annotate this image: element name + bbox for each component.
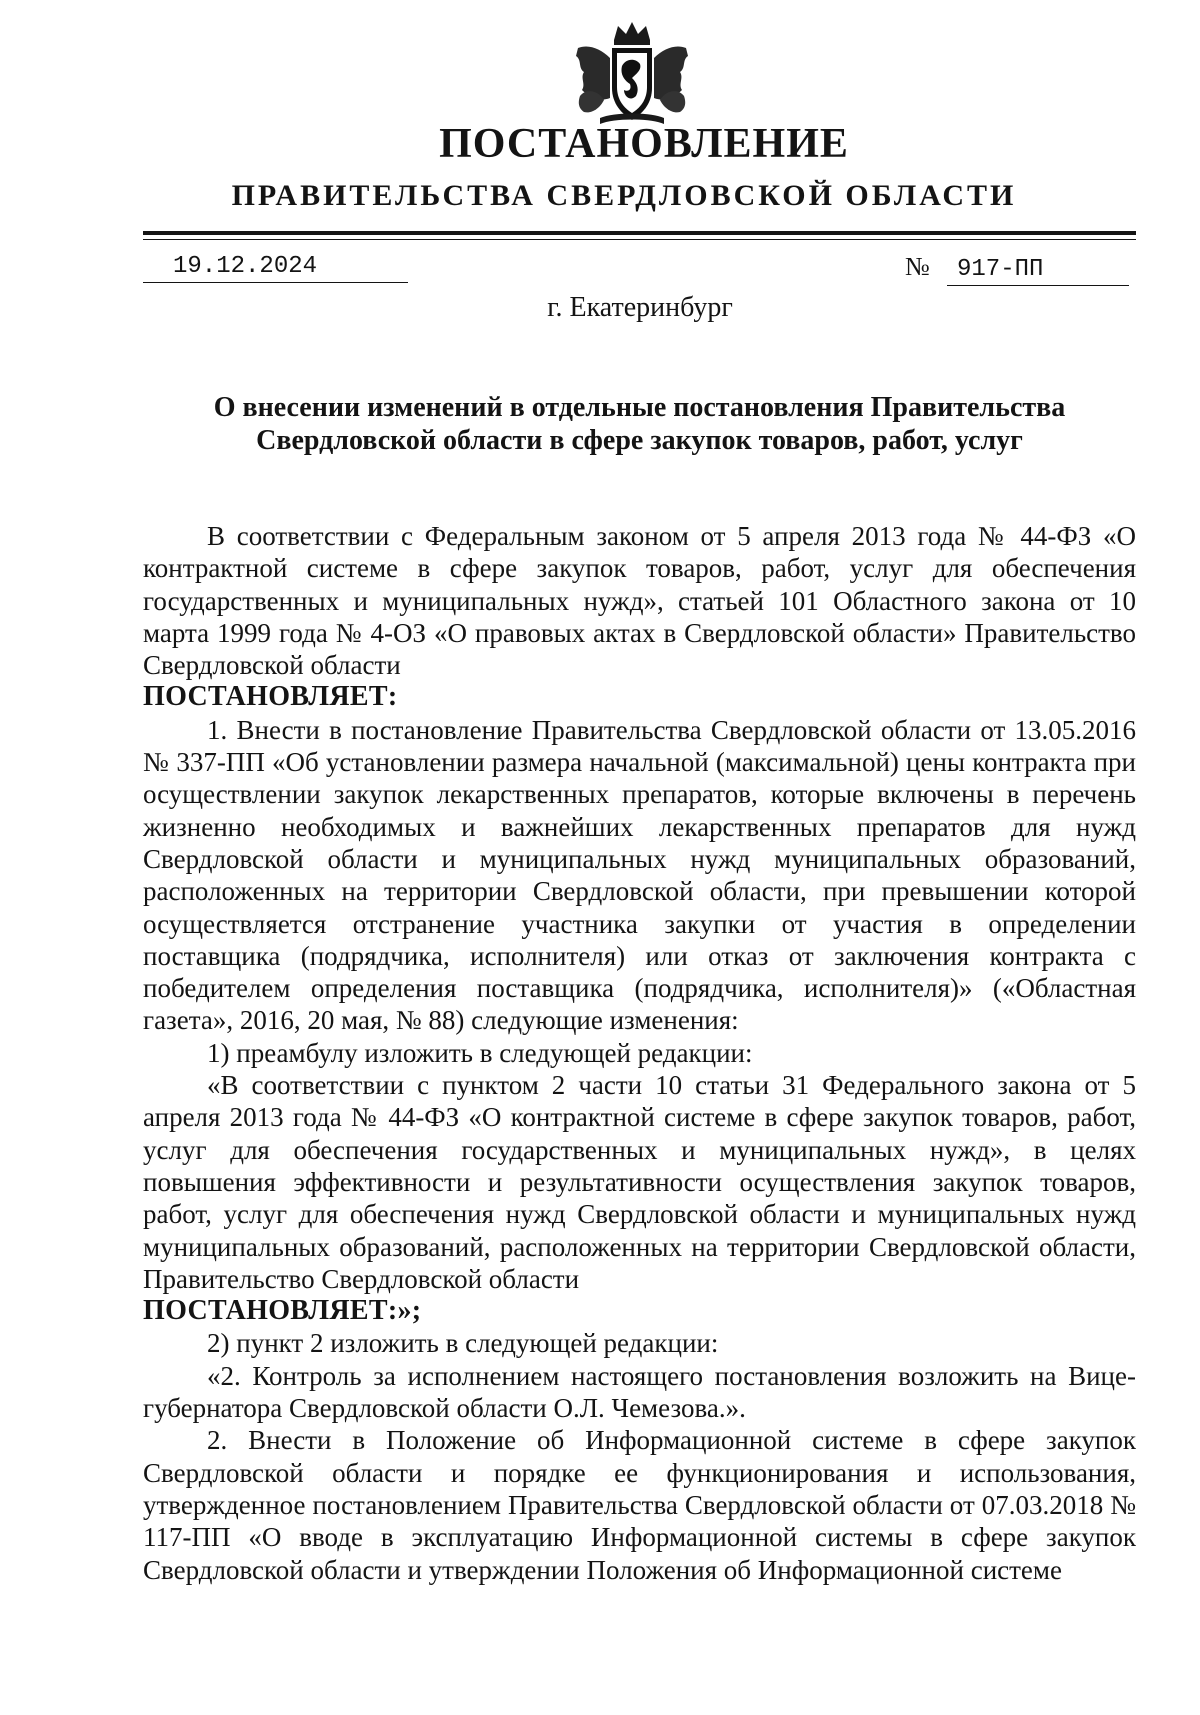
number-sign: №	[905, 252, 930, 281]
paragraph-quote-control: «2. Контроль за исполнением настоящего постановления возложить на Вице-губернатора Свердловской области О.Л. Чемезова.».	[143, 1360, 1136, 1424]
paragraph-decree: ПОСТАНОВЛЯЕТ:	[143, 681, 398, 713]
document-body	[143, 520, 1136, 1586]
header-rule-thin	[143, 239, 1136, 240]
paragraph-item-1: 1. Внести в постановление Правительства Свердловской области от 13.05.2016 № 337-ПП «Об установлении размера начальной (максимальной) цены контракта при осуществлении закупок лекарственных препаратов, которые включены в перечень жизненно необходимых и важнейших лекарственных препаратов для нужд Свердловской области и муниципальных нужд муниципальных образований, расположенных на территории Свердловской области, при превышении которой осуществляется отстранение участника закупки от участия в определении поставщика (подрядчика, исполнителя) или отказ от заключения контракта с победителем определения поставщика (подрядчика, исполнителя)» («Областная газета», 2016, 20 мая, № 88) следующие изменения:	[143, 714, 1136, 1036]
paragraph-quote-decree: ПОСТАНОВЛЯЕТ:»;	[143, 1295, 422, 1327]
document-subtitle: ПРАВИТЕЛЬСТВА СВЕРДЛОВСКОЙ ОБЛАСТИ	[231, 179, 1017, 212]
paragraph-quote-preamble: «В соответствии с пунктом 2 части 10 статьи 31 Федерального закона от 5 апреля 2013 года № 44-ФЗ «О контрактной системе в сфере закупок товаров, работ, услуг для обеспечения государственных и муниципальных нужд», в целях повышения эффективности и результативности осуществления закупок товаров, работ, услуг для обеспечения нужд Свердловской области и муниципальных нужд муниципальных образований, расположенных на территории Свердловской области, Правительство Свердловской области	[143, 1070, 1136, 1294]
document-city: г. Екатеринбург	[547, 292, 733, 323]
coat-of-arms-icon	[570, 18, 694, 128]
number-value: 917-ПП	[947, 255, 1129, 286]
paragraph-item-1-1: 1) преамбулу изложить в следующей редакции:	[207, 1037, 753, 1068]
paragraph-item-2: 2. Внести в Положение об Информационной системе в сфере закупок Свердловской области и порядке ее функционирования и использования, утвержденное постановлением Правительства Свердловской области от 07.03.2018 № 117-ПП «О вводе в эксплуатацию Информационной системы в сфере закупок Свердловской области и утверждении Положения об Информационной системе	[143, 1425, 1136, 1585]
document-heading: О внесении изменений в отдельные постановления Правительства Свердловской области в сфере закупок товаров, работ, услуг	[213, 392, 1066, 456]
header-rule-thick	[143, 231, 1136, 235]
paragraph-item-1-2: 2) пункт 2 изложить в следующей редакции:	[207, 1328, 719, 1359]
document-title: ПОСТАНОВЛЕНИЕ	[439, 121, 849, 167]
document-number	[905, 252, 1136, 286]
document-date: 19.12.2024	[143, 252, 408, 283]
paragraph-preamble: В соответствии с Федеральным законом от 5 апреля 2013 года № 44-ФЗ «О контрактной системе в сфере закупок товаров, работ, услуг для обеспечения государственных и муниципальных нужд», статьей 101 Областного закона от 10 марта 1999 года № 4-ОЗ «О правовых актах в Свердловской области» Правительство Свердловской области	[143, 521, 1136, 681]
